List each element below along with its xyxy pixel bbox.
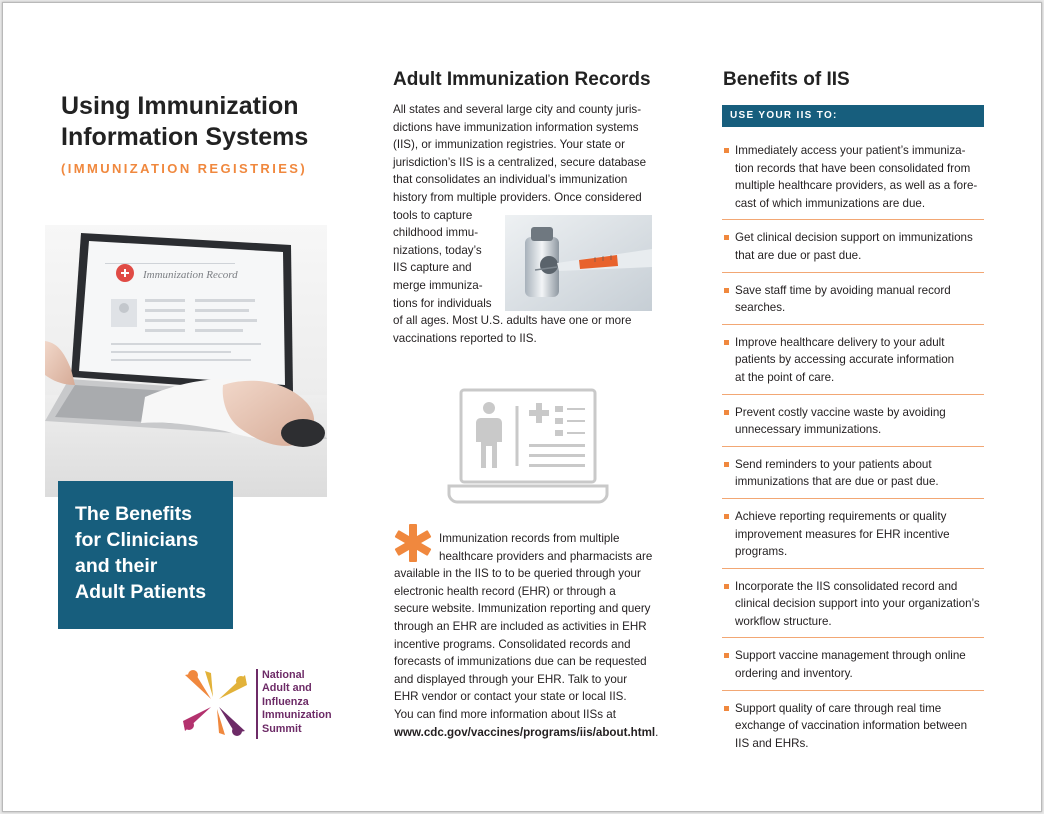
paragraph-line: tools to capture (393, 208, 473, 222)
benefit-line: Save staff time by avoiding manual record (735, 283, 951, 297)
bullet-icon (724, 340, 729, 345)
bullet-icon (724, 235, 729, 240)
paragraph-line: EHR vendor or contact your state or local IIS. (394, 690, 627, 704)
benefits-box-line: Adult Patients (75, 581, 207, 603)
logo-text-line: Influenza (262, 695, 309, 708)
brochure-page (2, 2, 1042, 812)
benefit-line: Get clinical decision support on immunizations (735, 231, 973, 245)
benefit-line: Send reminders to your patients about (735, 457, 932, 471)
benefit-line: clinical decision support into your organization’s (735, 597, 980, 611)
paragraph-line: You can find more information about IISs at (394, 707, 616, 721)
benefit-item (722, 638, 984, 690)
main-title (61, 91, 361, 153)
bullet-icon (724, 653, 729, 658)
paragraph-line: history from multiple providers. Once considered (393, 190, 642, 204)
benefit-item (722, 691, 984, 760)
benefit-item (722, 273, 984, 325)
use-your-iis-bar: USE YOUR IIS TO: (722, 105, 984, 127)
benefit-line: ordering and inventory. (735, 667, 853, 681)
paragraph-line: tions for individuals (393, 296, 492, 310)
benefit-line: that are due or past due. (735, 248, 862, 262)
registry-query-paragraph (394, 530, 664, 741)
benefit-line: multiple healthcare providers, as well as a fore- (735, 179, 978, 193)
logo-text-line: Immunization (262, 709, 332, 722)
paragraph-line: electronic health record (EHR) or through a (394, 584, 616, 598)
benefit-item (722, 220, 984, 272)
paragraph-line: healthcare providers and pharmacists are (439, 549, 653, 563)
main-title-line: Information Systems (61, 123, 309, 151)
benefit-line: cast of which immunizations are due. (735, 196, 926, 210)
paragraph-line: All states and several large city and county juris- (393, 103, 642, 116)
benefit-line: unnecessary immunizations. (735, 423, 882, 437)
paragraph-line: incentive programs. Consolidated records and (394, 637, 631, 651)
benefits-title-box (58, 481, 233, 629)
main-title-line: Using Immunization (61, 92, 299, 120)
benefit-line: at the point of care. (735, 370, 835, 384)
logo-text-line: National (262, 669, 305, 681)
bullet-icon (724, 148, 729, 153)
paragraph-line: of all ages. Most U.S. adults have one or more (393, 314, 632, 328)
bullet-icon (724, 584, 729, 589)
computer-record-icon (447, 386, 609, 506)
benefit-line: Achieve reporting requirements or quality (735, 509, 947, 523)
logo-text-line: Summit (262, 722, 302, 735)
cdc-link-line (394, 724, 664, 742)
benefit-item (722, 395, 984, 447)
paragraph-line: jurisdiction’s IIS is a centralized, secure database (393, 155, 647, 169)
benefit-line: IIS and EHRs. (735, 736, 809, 750)
benefit-line: exchange of vaccination information between (735, 719, 968, 733)
benefit-line: searches. (735, 301, 786, 315)
paragraph-line: IIS capture and (393, 261, 472, 275)
benefit-line: Immediately access your patient’s immuniza- (735, 144, 966, 157)
benefits-box-line: and their (75, 555, 158, 577)
summit-logo-icon (179, 667, 251, 739)
benefit-line: improvement measures for EHR incentive (735, 527, 950, 541)
bullet-icon (724, 706, 729, 711)
benefit-item (722, 133, 984, 220)
benefit-item (722, 499, 984, 569)
paragraph-line: merge immuniza- (393, 278, 483, 292)
summit-logo-text (262, 669, 362, 736)
link-suffix: . (655, 725, 659, 739)
paragraph-line: (IIS), or immunization registries. Your state or (393, 138, 625, 152)
benefit-item (722, 569, 984, 639)
benefit-line: patients by accessing accurate information (735, 353, 955, 367)
laptop-photo (45, 225, 327, 497)
paragraph-line: and displayed through your EHR. Talk to your (394, 672, 628, 686)
benefit-line: Support quality of care through real time (735, 701, 942, 715)
bullet-icon (724, 514, 729, 519)
benefit-line: Prevent costly vaccine waste by avoiding (735, 405, 946, 419)
logo-divider (256, 669, 258, 739)
paragraph-line: dictions have immunization information systems (393, 120, 639, 134)
bullet-icon (724, 410, 729, 415)
benefit-item (722, 447, 984, 499)
benefit-line: workflow structure. (735, 614, 832, 628)
paragraph-line: Immunization records from multiple (439, 532, 620, 545)
paragraph-line: childhood immu- (393, 226, 479, 240)
benefit-line: Improve healthcare delivery to your adult (735, 335, 945, 349)
paragraph-line: forecasts of immunizations due can be requested (394, 655, 647, 669)
logo-text-line: Adult and (262, 682, 312, 695)
benefit-line: Support vaccine management through online (735, 649, 966, 663)
paragraph-line: available in the IIS to to be queried through your (394, 567, 641, 581)
bullet-icon (724, 288, 729, 293)
paragraph-line: vaccinations reported to IIS. (393, 331, 537, 345)
benefit-line: programs. (735, 545, 788, 559)
bullet-icon (724, 462, 729, 467)
paragraph-line: secure website. Immunization reporting and query (394, 602, 651, 616)
records-heading: Adult Immunization Records (393, 69, 651, 90)
benefits-box-line: for Clinicians (75, 529, 199, 551)
cdc-link[interactable]: www.cdc.gov/vaccines/programs/iis/about.html (394, 725, 656, 739)
benefit-line: tion records that have been consolidated from (735, 161, 971, 175)
screen-title: Immunization Record (143, 269, 238, 281)
benefits-list (722, 133, 984, 759)
benefit-item (722, 325, 984, 395)
paragraph-line: through an EHR are included as activities in EHR (394, 619, 647, 633)
benefit-line: Incorporate the IIS consolidated record and (735, 579, 958, 593)
benefit-line: immunizations that are due or past due. (735, 475, 939, 489)
subtitle: (IMMUNIZATION REGISTRIES) (61, 161, 308, 176)
paragraph-line: nizations, today’s (393, 243, 482, 257)
benefits-heading: Benefits of IIS (723, 69, 850, 90)
paragraph-line: that consolidates an individual’s immunization (393, 173, 628, 187)
syringe-photo (505, 215, 652, 311)
benefits-box-line: The Benefits (75, 503, 193, 525)
